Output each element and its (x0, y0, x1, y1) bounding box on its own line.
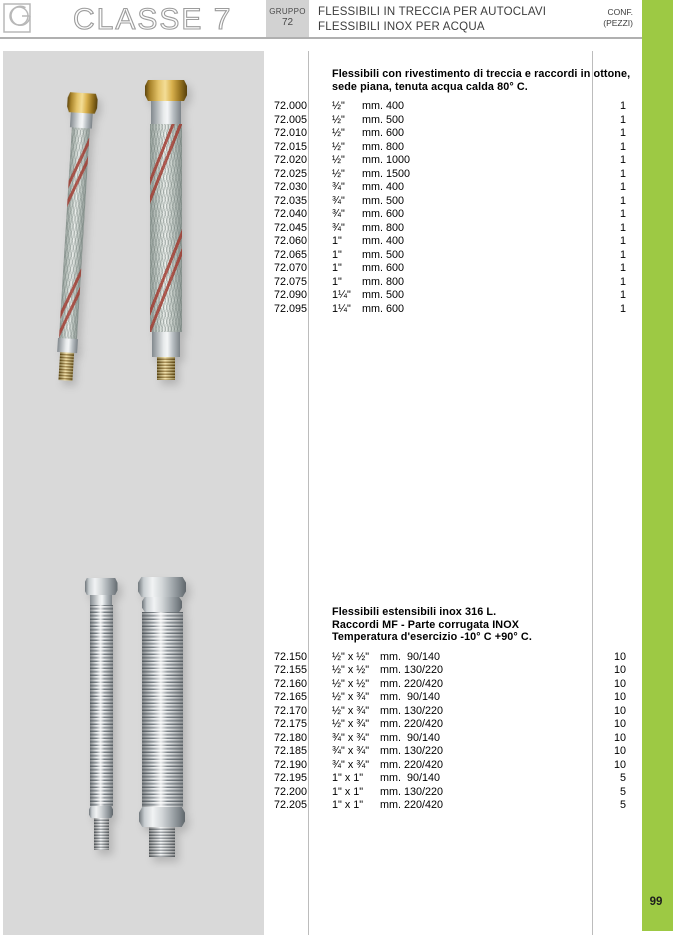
row-code: 72.070 (273, 262, 307, 275)
row-length: mm. 600 (362, 262, 405, 275)
row-code: 72.175 (273, 718, 307, 731)
section-title-line2: FLESSIBILI INOX PER ACQUA (318, 20, 485, 33)
table-row (270, 154, 642, 168)
row-conf: 1 (619, 289, 626, 302)
gruppo-number: 72 (281, 17, 294, 28)
row-length: mm. 90/140 (380, 731, 441, 744)
row-size: ½" (332, 113, 345, 126)
row-conf: 10 (613, 704, 626, 717)
row-size: ½" x ¾" (332, 691, 370, 704)
table-row (270, 759, 642, 773)
conf-label: CONF. (607, 7, 633, 17)
row-length: mm. 220/420 (380, 799, 444, 812)
brass-male-thread (58, 352, 74, 381)
row-size: ¾" (332, 194, 345, 207)
row-code: 72.195 (273, 772, 307, 785)
table-title-line: Temperatura d'esercizio -10° C +90° C. (332, 631, 532, 644)
row-conf: 1 (619, 235, 626, 248)
gruppo-box (266, 0, 309, 37)
row-conf: 10 (613, 677, 626, 690)
chrome-crimp (57, 338, 78, 353)
row-size: ¾" x ¾" (332, 745, 370, 758)
row-conf: 1 (619, 100, 626, 113)
table-row (270, 303, 642, 317)
row-conf: 1 (619, 208, 626, 221)
row-code: 72.160 (273, 677, 307, 690)
row-size: 1" x 1" (332, 772, 364, 785)
row-code: 72.180 (273, 731, 307, 744)
table-title (332, 606, 642, 644)
product-table-braided (270, 68, 642, 316)
table-row (270, 249, 642, 263)
product-photo-panel (3, 51, 264, 935)
row-length: mm. 220/420 (380, 718, 444, 731)
table-row (270, 141, 642, 155)
row-code: 72.030 (273, 181, 307, 194)
row-conf: 1 (619, 262, 626, 275)
row-length: mm. 130/220 (380, 664, 444, 677)
row-size: 1" (332, 262, 342, 275)
row-size: ½" (332, 167, 345, 180)
row-length: mm. 500 (362, 194, 405, 207)
braided-body (59, 127, 90, 339)
row-size: ½" x ½" (332, 677, 370, 690)
table-row (270, 772, 642, 786)
table-title-line: Flessibili estensibili inox 316 L. (332, 606, 497, 618)
table-row (270, 100, 642, 114)
row-size: ½" (332, 100, 345, 113)
chrome-ferrule (70, 112, 93, 128)
row-length: mm. 600 (362, 208, 405, 221)
braided-body (150, 124, 182, 332)
braided-hose-small-photo (48, 92, 100, 382)
row-size: ½" (332, 127, 345, 140)
row-conf: 1 (619, 275, 626, 288)
row-size: 1" (332, 248, 342, 261)
row-length: mm. 500 (362, 113, 405, 126)
row-code: 72.205 (273, 799, 307, 812)
row-code: 72.045 (273, 221, 307, 234)
conf-column-header (586, 7, 633, 29)
hex-nut (139, 807, 185, 827)
row-conf: 1 (619, 140, 626, 153)
table-row (270, 799, 642, 813)
row-size: ½" x ¾" (332, 718, 370, 731)
row-size: 1" x 1" (332, 785, 364, 798)
row-conf: 10 (613, 664, 626, 677)
row-code: 72.005 (273, 113, 307, 126)
accent-side-bar (642, 0, 673, 931)
row-conf: 1 (619, 154, 626, 167)
row-size: ½" (332, 154, 345, 167)
table-row (270, 114, 642, 128)
row-conf: 1 (619, 302, 626, 315)
row-length: mm. 600 (362, 302, 405, 315)
hex-nut (138, 577, 186, 597)
corrugated-body (90, 605, 113, 806)
hex-collar (142, 597, 182, 612)
classe-title: CLASSE 7 (73, 3, 233, 36)
row-code: 72.095 (273, 302, 307, 315)
table-row (270, 678, 642, 692)
hex-nut (85, 578, 118, 595)
brass-nut (145, 80, 187, 101)
row-code: 72.020 (273, 154, 307, 167)
row-length: mm. 220/420 (380, 758, 444, 771)
page-number: 99 (649, 896, 663, 908)
row-size: ½" x ¾" (332, 704, 370, 717)
row-length: mm. 800 (362, 140, 405, 153)
hex-nut (89, 806, 113, 818)
row-length: mm. 400 (362, 100, 405, 113)
corrugated-hose-small-photo (84, 578, 118, 850)
table-title (332, 68, 642, 93)
table-row (270, 705, 642, 719)
row-length: mm. 400 (362, 181, 405, 194)
row-conf: 1 (619, 127, 626, 140)
row-size: ½" (332, 140, 345, 153)
table-row (270, 127, 642, 141)
braided-hose-large-photo (145, 80, 187, 380)
steel-male-thread (94, 818, 109, 850)
row-code: 72.035 (273, 194, 307, 207)
table-title-line: sede piana, tenuta acqua calda 80° C. (332, 80, 528, 93)
table-row (270, 195, 642, 209)
red-marks (59, 127, 90, 339)
row-conf: 10 (613, 758, 626, 771)
row-code: 72.150 (273, 650, 307, 663)
row-length: mm. 500 (362, 289, 405, 302)
row-length: mm. 130/220 (380, 745, 444, 758)
row-code: 72.200 (273, 785, 307, 798)
row-conf: 1 (619, 167, 626, 180)
row-size: 1¼" (332, 289, 351, 302)
row-size: 1" (332, 275, 342, 288)
brand-logo-icon (3, 3, 35, 34)
table-title-line: Flessibili con rivestimento di treccia e raccordi in ottone, (332, 68, 631, 80)
table-row (270, 651, 642, 665)
table-row (270, 276, 642, 290)
row-length: mm. 90/140 (380, 772, 441, 785)
row-size: ½" x ½" (332, 664, 370, 677)
brass-nut (67, 92, 98, 114)
row-code: 72.025 (273, 167, 307, 180)
corrugated-hose-large-photo (137, 577, 187, 857)
row-size: ¾" (332, 181, 345, 194)
table-row (270, 289, 642, 303)
row-code: 72.190 (273, 758, 307, 771)
row-length: mm. 130/220 (380, 704, 444, 717)
row-length: mm. 800 (362, 221, 405, 234)
row-length: mm. 400 (362, 235, 405, 248)
row-size: 1" (332, 235, 342, 248)
table-row (270, 664, 642, 678)
table-row (270, 222, 642, 236)
row-code: 72.065 (273, 248, 307, 261)
table-row (270, 786, 642, 800)
table-row (270, 168, 642, 182)
row-conf: 1 (619, 248, 626, 261)
brass-male-thread (157, 357, 175, 380)
table-row (270, 718, 642, 732)
table-row (270, 181, 642, 195)
row-code: 72.000 (273, 100, 307, 113)
row-length: mm. 90/140 (380, 650, 441, 663)
row-size: ¾" x ¾" (332, 758, 370, 771)
row-length: mm. 1000 (362, 154, 411, 167)
table-row (270, 732, 642, 746)
row-conf: 5 (619, 799, 626, 812)
table-row (270, 208, 642, 222)
row-code: 72.075 (273, 275, 307, 288)
row-size: ¾" (332, 221, 345, 234)
row-code: 72.015 (273, 140, 307, 153)
section-title-line1: FLESSIBILI IN TRECCIA PER AUTOCLAVI (318, 6, 547, 18)
table-row (270, 235, 642, 249)
row-length: mm. 1500 (362, 167, 411, 180)
red-marks (150, 124, 182, 332)
row-size: ½" x ½" (332, 650, 370, 663)
steel-male-thread (149, 827, 175, 857)
product-table-corrugated (270, 606, 642, 813)
row-code: 72.155 (273, 664, 307, 677)
row-conf: 5 (619, 785, 626, 798)
row-conf: 10 (613, 731, 626, 744)
row-size: 1¼" (332, 302, 351, 315)
chrome-ferrule (151, 101, 181, 124)
row-length: mm. 800 (362, 275, 405, 288)
chrome-crimp (152, 332, 180, 357)
corrugated-body (142, 612, 183, 807)
gruppo-label: GRUPPO (269, 7, 306, 16)
row-conf: 10 (613, 718, 626, 731)
row-length: mm. 90/140 (380, 691, 441, 704)
header-divider (0, 37, 642, 39)
collar (90, 595, 112, 605)
table-row (270, 745, 642, 759)
row-size: 1" x 1" (332, 799, 364, 812)
section-titles (318, 5, 546, 34)
row-code: 72.165 (273, 691, 307, 704)
row-code: 72.060 (273, 235, 307, 248)
table-row (270, 691, 642, 705)
row-conf: 1 (619, 194, 626, 207)
row-code: 72.170 (273, 704, 307, 717)
row-size: ¾" (332, 208, 345, 221)
row-conf: 1 (619, 181, 626, 194)
row-length: mm. 600 (362, 127, 405, 140)
conf-sublabel: (PEZZI) (603, 18, 633, 28)
row-length: mm. 130/220 (380, 785, 444, 798)
row-conf: 10 (613, 691, 626, 704)
table-rows (270, 651, 642, 813)
row-conf: 1 (619, 113, 626, 126)
row-code: 72.010 (273, 127, 307, 140)
row-code: 72.040 (273, 208, 307, 221)
row-length: mm. 220/420 (380, 677, 444, 690)
row-length: mm. 500 (362, 248, 405, 261)
row-conf: 5 (619, 772, 626, 785)
row-conf: 10 (613, 745, 626, 758)
row-code: 72.090 (273, 289, 307, 302)
row-conf: 10 (613, 650, 626, 663)
row-code: 72.185 (273, 745, 307, 758)
table-rows (270, 100, 642, 316)
table-title-line: Raccordi MF - Parte corrugata INOX (332, 618, 519, 631)
row-conf: 1 (619, 221, 626, 234)
table-row (270, 262, 642, 276)
row-size: ¾" x ¾" (332, 731, 370, 744)
